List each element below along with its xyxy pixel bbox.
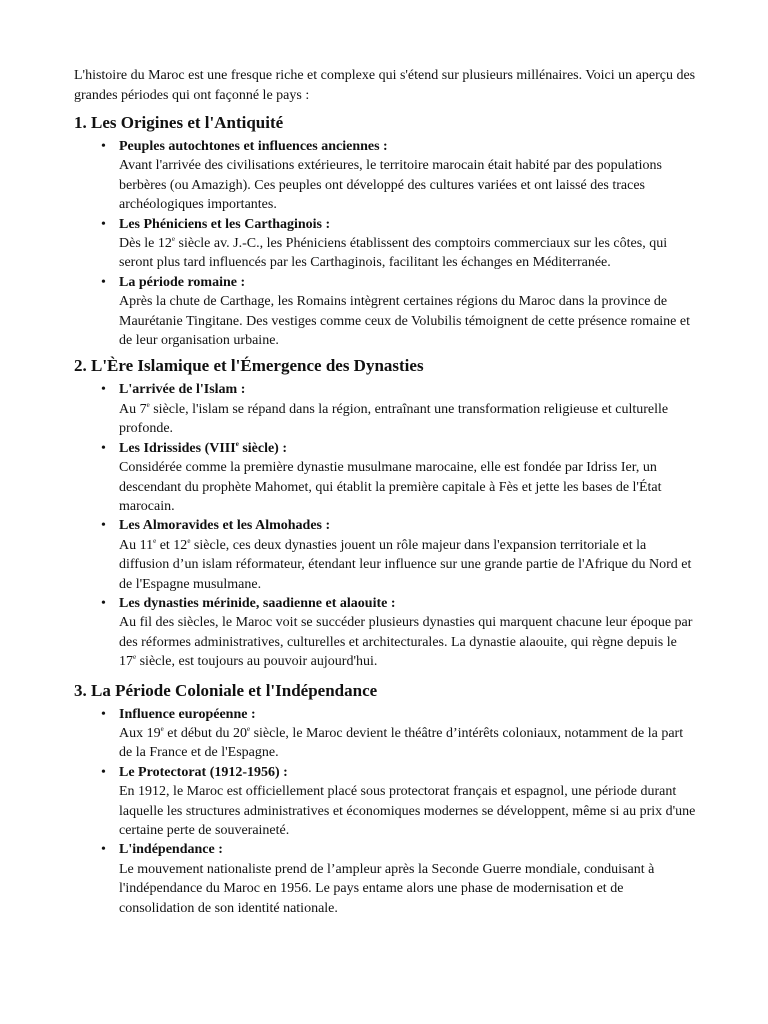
section-heading-periode-coloniale: 3. La Période Coloniale et l'Indépendance <box>74 680 378 700</box>
item-description: Considérée comme la première dynastie musulmane marocaine, elle est fondée par Idriss Ier, un descendant du prophète Mahomet, qui établit la première capitale à Fès et jette les bases de l'État marocain. <box>119 460 662 514</box>
item-description: En 1912, le Maroc est officiellement placé sous protectorat français et espagnol, une période durant laquelle les structures administratives et économiques modernes se développent, même si au prix d'une certaine perte de souveraineté. <box>119 784 696 838</box>
item-title: L'indépendance : <box>119 842 223 858</box>
item-title: Les Almoravides et les Almohades : <box>119 518 331 534</box>
item-title: Les dynasties mérinide, saadienne et alaouite : <box>119 595 396 611</box>
item-description: Avant l'arrivée des civilisations extérieures, le territoire marocain était habité par des populations berbères (ou Amazigh). Ces peuples ont développé des cultures variées et ont laissé des traces archéologiques importantes. <box>119 158 663 213</box>
bullet-icon: • <box>101 274 106 290</box>
intro-paragraph: L'histoire du Maroc est une fresque riche et complexe qui s'étend sur plusieurs millénaires. Voici un aperçu des grandes périodes qui ont façonné le pays : <box>74 68 696 103</box>
list-item <box>101 516 696 594</box>
item-title: Les Idrissides (VIIIe siècle) : <box>119 439 288 456</box>
list-item <box>101 594 696 672</box>
list-item <box>101 273 696 351</box>
list-item <box>101 215 696 273</box>
bullet-icon: • <box>101 139 106 154</box>
section-heading-origines: 1. Les Origines et l'Antiquité <box>74 113 284 132</box>
item-description: Au 7e siècle, l'islam se répand dans la région, entraînant une transformation religieuse et culturelle profonde. <box>119 400 669 437</box>
item-title: Influence européenne : <box>119 706 256 722</box>
bullet-icon: • <box>101 842 106 858</box>
list-item <box>101 137 696 215</box>
item-description: Au 11e et 12e siècle, ces deux dynasties jouent un rôle majeur dans l'expansion territoriale et la diffusion d’un islam réformateur, étendant leur influence sur une grande partie de l'Afrique du Nord et de l'Espagne musulmane. <box>119 536 692 592</box>
item-title: Les Phéniciens et les Carthaginois : <box>119 216 331 232</box>
list-item <box>101 763 696 841</box>
item-title: Peuples autochtones et influences anciennes : <box>119 139 388 154</box>
bullet-icon: • <box>101 706 106 722</box>
bullet-icon: • <box>101 216 106 232</box>
bullet-icon: • <box>101 518 106 534</box>
bullet-icon: • <box>101 382 106 398</box>
item-title: Le Protectorat (1912-1956) : <box>119 764 288 780</box>
list-item <box>101 439 696 517</box>
bullet-icon: • <box>101 440 106 456</box>
item-description: Dès le 12e siècle av. J.-C., les Phéniciens établissent des comptoirs commerciaux sur les côtes, qui seront plus tard influencés par les Carthaginois, facilitant les échanges en Méditerranée. <box>119 235 668 271</box>
item-description: Après la chute de Carthage, les Romains intègrent certaines régions du Maroc dans la province de Maurétanie Tingitane. Des vestiges comme ceux de Volubilis témoignent de cette présence romaine et de leur organisation urbaine. <box>119 294 690 349</box>
bullet-icon: • <box>101 764 106 780</box>
item-title: La période romaine : <box>119 274 246 290</box>
list-item <box>101 380 696 438</box>
item-title: L'arrivée de l'Islam : <box>119 382 246 398</box>
bullet-list-section-2 <box>74 380 696 671</box>
bullet-icon: • <box>101 595 106 611</box>
list-item <box>101 840 696 918</box>
bullet-list-section-3 <box>74 705 696 918</box>
bullet-list-section-1 <box>74 137 696 350</box>
list-item <box>101 705 696 763</box>
section-heading-ere-islamique: 2. L'Ère Islamique et l'Émergence des Dynasties <box>74 356 424 376</box>
item-description: Au fil des siècles, le Maroc voit se succéder plusieurs dynasties qui marquent chacune leur époque par des réformes administratives, culturelles et architecturales. La dynastie alaouite, qui règne depuis le 17e siècle, est toujours au pouvoir aujourd'hui. <box>119 615 693 670</box>
item-description: Le mouvement nationaliste prend de l’ampleur après la Seconde Guerre mondiale, conduisant à l'indépendance du Maroc en 1956. Le pays entame alors une phase de modernisation et de consolidation de son identité nationale. <box>119 861 655 916</box>
item-description: Aux 19e et début du 20e siècle, le Maroc devient le théâtre d’intérêts coloniaux, notamment de la part de la France et de l'Espagne. <box>119 724 684 761</box>
